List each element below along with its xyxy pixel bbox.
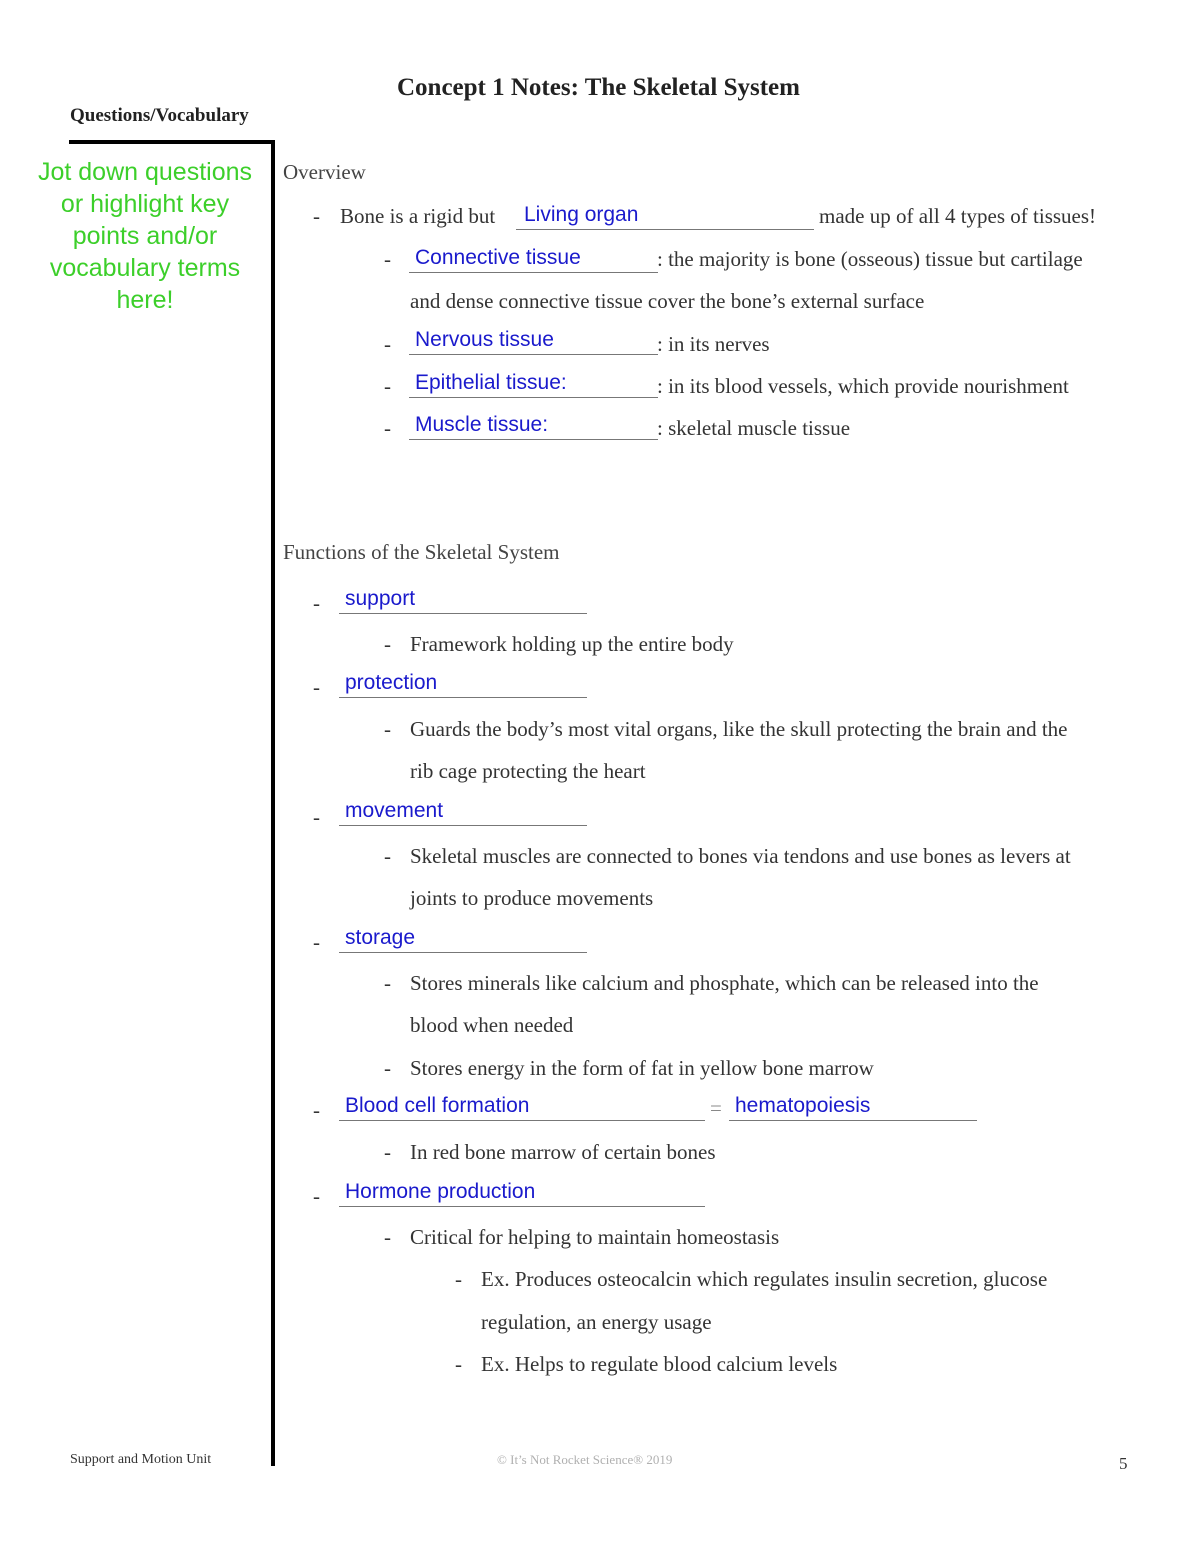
fill-blank <box>339 669 587 698</box>
bullet-dash: - <box>384 247 391 271</box>
bullet-dash: - <box>313 1098 320 1122</box>
equals-sign: = <box>710 1096 722 1120</box>
handwritten-answer: Connective tissue <box>415 246 581 269</box>
tissue-text: : the majority is bone (osseous) tissue but cartilage <box>657 247 1083 271</box>
example-detail: Ex. Helps to regulate blood calcium levels <box>481 1352 838 1376</box>
bullet-dash: - <box>313 805 320 829</box>
intro-text-after: made up of all 4 types of tissues! <box>819 204 1097 228</box>
bullet-dash: - <box>384 632 391 656</box>
page-number: 5 <box>1119 1454 1128 1473</box>
fill-blank <box>339 797 587 826</box>
bullet-dash: - <box>313 591 320 615</box>
fill-blank <box>409 244 658 273</box>
bullet-dash: - <box>384 1225 391 1249</box>
function-detail: Stores energy in the form of fat in yellow bone marrow <box>410 1056 874 1080</box>
function-detail: Framework holding up the entire body <box>410 632 734 656</box>
function-detail: Guards the body’s most vital organs, like the skull protecting the brain and the <box>410 717 1068 741</box>
function-detail-continued: blood when needed <box>410 1013 574 1037</box>
example-detail-continued: regulation, an energy usage <box>481 1310 712 1334</box>
overview-heading: Overview <box>283 160 366 184</box>
tissue-text: : in its blood vessels, which provide nourishment <box>657 374 1069 398</box>
footer-copyright: © It’s Not Rocket Science® 2019 <box>497 1452 673 1467</box>
handwritten-answer: support <box>345 587 416 610</box>
fill-blank <box>339 1178 705 1207</box>
bullet-dash: - <box>384 717 391 741</box>
bullet-dash: - <box>384 1056 391 1080</box>
column-label: Questions/Vocabulary <box>70 105 249 126</box>
handwritten-answer: Muscle tissue: <box>415 413 549 436</box>
handwritten-answer: hematopoiesis <box>735 1094 871 1117</box>
tissue-text: : skeletal muscle tissue <box>657 416 851 440</box>
bullet-dash: - <box>313 1184 320 1208</box>
bullet-dash: - <box>313 930 320 954</box>
handwritten-answer: Hormone production <box>345 1180 536 1203</box>
footer-unit: Support and Motion Unit <box>70 1452 212 1467</box>
tissue-text: : in its nerves <box>657 332 770 356</box>
handwritten-answer: storage <box>345 926 416 949</box>
example-detail: Ex. Produces osteocalcin which regulates insulin secretion, glucose <box>481 1267 1048 1291</box>
bullet-dash: - <box>384 1140 391 1164</box>
fill-blank <box>339 1092 705 1121</box>
bullet-dash: - <box>313 204 320 228</box>
fill-blank <box>409 326 658 355</box>
sidebar-note: Jot down questions or highlight key points and/or vocabulary terms here! <box>37 158 253 314</box>
function-detail: Skeletal muscles are connected to bones via tendons and use bones as levers at <box>410 844 1071 868</box>
handwritten-answer: Blood cell formation <box>345 1094 530 1117</box>
bullet-dash: - <box>384 332 391 356</box>
function-detail: Critical for helping to maintain homeostasis <box>410 1225 780 1249</box>
functions-heading: Functions of the Skeletal System <box>283 540 560 564</box>
column-divider-horizontal <box>69 140 275 144</box>
fill-blank <box>729 1092 977 1121</box>
bullet-dash: - <box>384 971 391 995</box>
fill-blank <box>516 201 814 230</box>
function-detail: Stores minerals like calcium and phosphate, which can be released into the <box>410 971 1039 995</box>
column-divider-vertical <box>271 140 275 1466</box>
bullet-dash: - <box>384 844 391 868</box>
function-detail-continued: rib cage protecting the heart <box>410 759 646 783</box>
fill-blank <box>339 924 587 953</box>
page-title: Concept 1 Notes: The Skeletal System <box>397 74 800 101</box>
function-detail-continued: joints to produce movements <box>410 886 654 910</box>
tissue-text-continued: and dense connective tissue cover the bone’s external surface <box>410 289 925 313</box>
bullet-dash: - <box>384 374 391 398</box>
handwritten-answer: protection <box>345 671 438 694</box>
handwritten-answer: Nervous tissue <box>415 328 554 351</box>
bullet-dash: - <box>313 675 320 699</box>
intro-text-before: Bone is a rigid but <box>340 204 496 228</box>
handwritten-answer: movement <box>345 799 444 822</box>
bullet-dash: - <box>384 416 391 440</box>
fill-blank <box>339 585 587 614</box>
bullet-dash: - <box>455 1352 462 1376</box>
handwritten-answer: Living organ <box>524 203 639 226</box>
handwritten-answer: Epithelial tissue: <box>415 371 567 394</box>
function-detail: In red bone marrow of certain bones <box>410 1140 716 1164</box>
fill-blank <box>409 369 658 398</box>
fill-blank <box>409 411 658 440</box>
bullet-dash: - <box>455 1267 462 1291</box>
